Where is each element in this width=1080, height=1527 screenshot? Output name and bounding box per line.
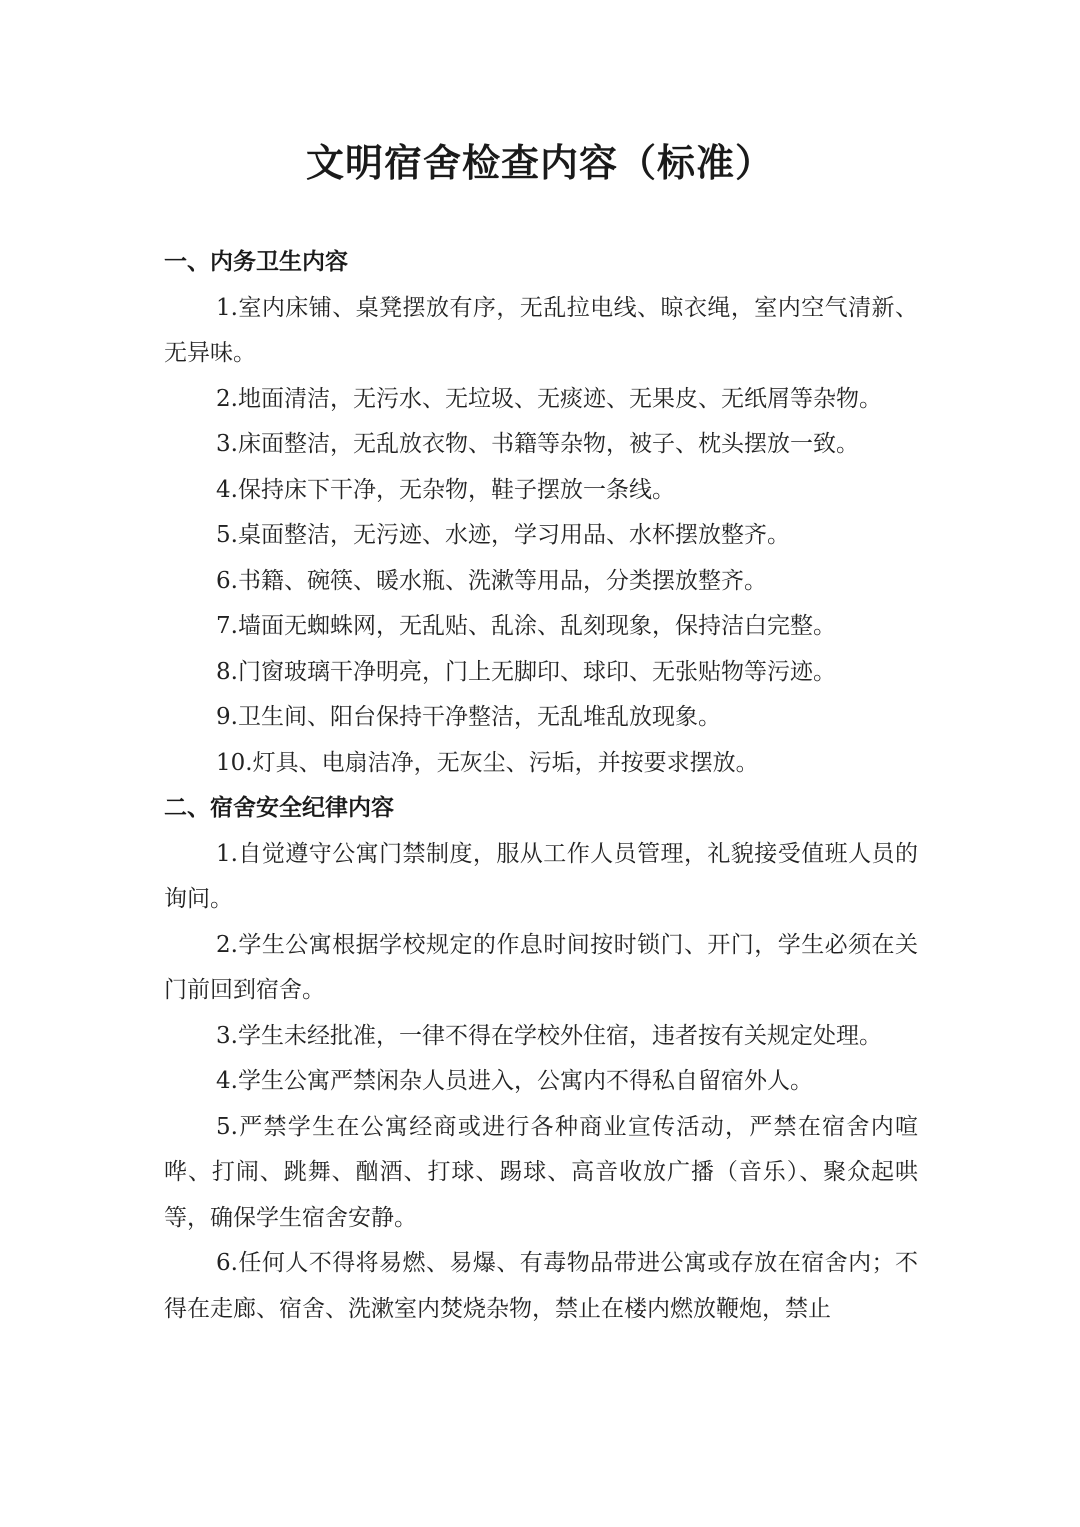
hygiene-item: 2.地面清洁，无污水、无垃圾、无痰迹、无果皮、无纸屑等杂物。 bbox=[216, 385, 882, 412]
hygiene-item: 7.墙面无蜘蛛网，无乱贴、乱涂、乱刻现象，保持洁白完整。 bbox=[216, 613, 836, 639]
safety-item: 4.学生公寓严禁闲杂人员进入，公寓内不得私自留宿外人。 bbox=[216, 1068, 813, 1094]
hygiene-item: 5.桌面整洁，无污迹、水迹，学习用品、水杯摆放整齐。 bbox=[216, 522, 790, 548]
section-heading-safety: 二、宿舍安全纪律内容 bbox=[164, 795, 394, 821]
hygiene-item: 3.床面整洁，无乱放衣物、书籍等杂物，被子、枕头摆放一致。 bbox=[216, 431, 859, 457]
safety-item: 3.学生未经批准，一律不得在学校外住宿，违者按有关规定处理。 bbox=[216, 1022, 882, 1049]
hygiene-item: 4.保持床下干净，无杂物，鞋子摆放一条线。 bbox=[216, 476, 675, 503]
document-body bbox=[164, 240, 918, 1332]
hygiene-item: 10.灯具、电扇洁净，无灰尘、污垢，并按要求摆放。 bbox=[216, 749, 759, 776]
hygiene-item: 9.卫生间、阳台保持干净整洁，无乱堆乱放现象。 bbox=[216, 704, 721, 730]
safety-item: 6.任何人不得将易燃、易爆、有毒物品带进公寓或存放在宿舍内；不得在走廊、宿舍、洗漱室内焚烧杂物，禁止在楼内燃放鞭炮，禁止 bbox=[164, 1250, 918, 1322]
hygiene-item: 6.书籍、碗筷、暖水瓶、洗漱等用品，分类摆放整齐。 bbox=[216, 567, 767, 594]
safety-item: 5.严禁学生在公寓经商或进行各种商业宣传活动，严禁在宿舍内喧哗、打闹、跳舞、酗酒、打球、踢球、高音收放广播（音乐）、聚众起哄等，确保学生宿舍安静。 bbox=[164, 1113, 918, 1231]
document-title: 文明宿舍检查内容（标准） bbox=[305, 141, 774, 185]
hygiene-item: 8.门窗玻璃干净明亮，门上无脚印、球印、无张贴物等污迹。 bbox=[216, 658, 836, 685]
safety-item: 1.自觉遵守公寓门禁制度，服从工作人员管理，礼貌接受值班人员的询问。 bbox=[164, 840, 918, 912]
section-heading-hygiene: 一、内务卫生内容 bbox=[164, 249, 348, 275]
safety-item: 2.学生公寓根据学校规定的作息时间按时锁门、开门，学生必须在关门前回到宿舍。 bbox=[164, 931, 918, 1003]
hygiene-item: 1.室内床铺、桌凳摆放有序，无乱拉电线、晾衣绳，室内空气清新、无异味。 bbox=[164, 294, 918, 366]
